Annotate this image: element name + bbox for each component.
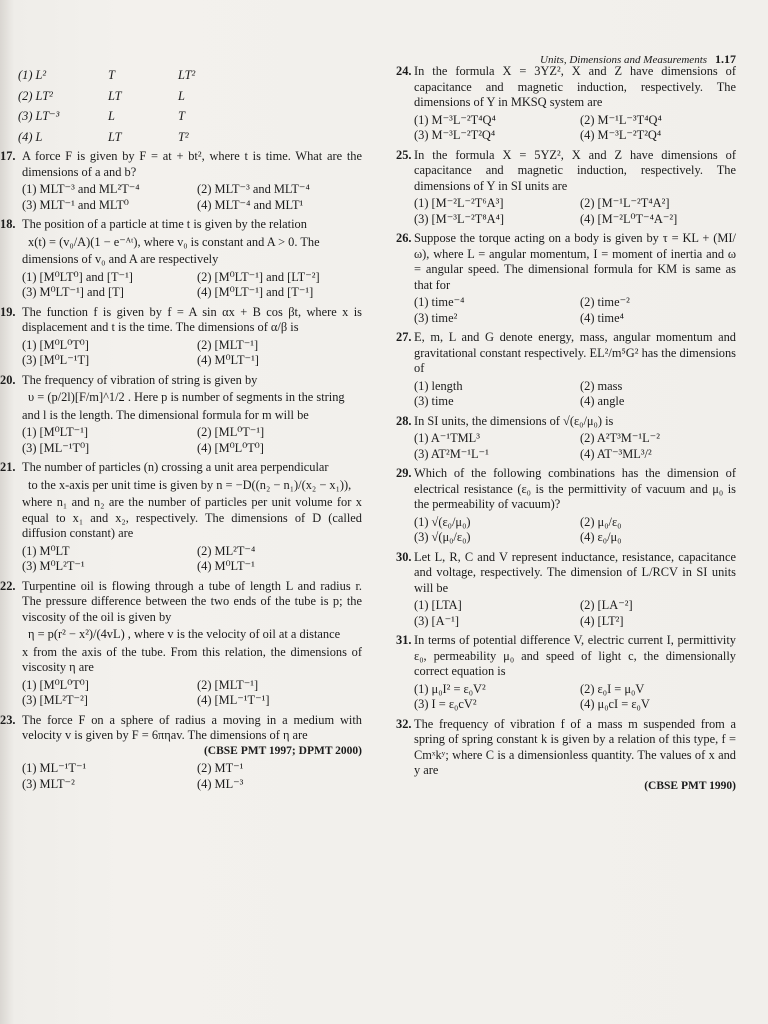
answer-option: (1) length <box>414 378 463 393</box>
question-number: 17. <box>0 149 16 163</box>
question-number: 19. <box>0 304 16 319</box>
answer-option: (1) MLT⁻³ and ML²T⁻⁴ <box>22 182 140 196</box>
question-stem: The function f is given by f = A sin αx + B cos βt, where x is displacement and t is the time. The dimensions of α/β is <box>22 304 362 334</box>
answer-option: (2) ε₀I = μ₀V <box>580 681 645 696</box>
answer-option: (2) mass <box>580 378 623 393</box>
answer-option: (1) [M⁰L⁰T⁰] <box>22 677 89 692</box>
options-grid <box>22 425 362 456</box>
answer-option: (4) M⁻³L⁻²T²Q⁴ <box>580 128 662 142</box>
answer-option: (3) M⁰L²T⁻¹ <box>22 559 85 573</box>
table-cell: (1) L² <box>18 68 47 82</box>
answer-option: (2) μ₀/ε₀ <box>580 514 622 529</box>
question-stem: The frequency of vibration f of a mass m suspended from a spring of spring constant k is given by a relation of this type, f = Cmˣkʸ; where C is a dimensionless quantity. The values of x and y are <box>414 716 736 777</box>
page-number: 1.17 <box>715 52 737 66</box>
question-stem: Let L, R, C and V represent inductance, resistance, capacitance and voltage, respectively. The dimension of L/RCV in SI units will be <box>414 549 736 595</box>
question-equation: to the x-axis per unit time is given by n = −D((n₂ − n₁)/(x₂ − x₁)), <box>28 477 352 492</box>
matching-table <box>18 68 362 145</box>
question-stem-continued: dimensions of v₀ and A are respectively <box>22 252 219 266</box>
answer-option: (1) M⁰LT <box>22 543 70 558</box>
answer-option: (2) MT⁻¹ <box>197 761 244 775</box>
options-grid <box>414 431 736 462</box>
table-cell: T <box>108 68 115 82</box>
table-cell: (3) LT⁻³ <box>18 109 60 123</box>
answer-option: (3) M⁻³L⁻²T²Q⁴ <box>414 128 496 142</box>
question-stem: Which of the following combinations has the dimension of electrical resistance (ε₀ is the permittivity of vacuum and μ₀ is the permeability of vacuum)? <box>414 466 736 511</box>
question-stem: In the formula X = 3YZ², X and Z have dimensions of capacitance and magnetic induction, respectively. The dimensions of Y in MKSQ system are <box>414 64 736 109</box>
question-item <box>396 466 736 546</box>
options-grid <box>22 544 362 575</box>
question-number: 22. <box>0 578 16 593</box>
answer-option: (4) angle <box>580 394 625 408</box>
answer-option: (2) [M⁰LT⁻¹] and [LT⁻²] <box>197 269 320 284</box>
question-item <box>396 148 736 228</box>
answer-option: (2) [MLT⁻¹] <box>197 337 259 352</box>
table-cell: L <box>108 109 115 123</box>
right-questions <box>396 64 736 794</box>
question-item <box>0 304 362 369</box>
answer-option: (2) M⁻¹L⁻³T⁴Q⁴ <box>580 112 662 127</box>
table-cell: T² <box>178 129 189 144</box>
question-stem-continued: where n₁ and n₂ are the number of particles per unit volume for x equal to x₁ and x₂, respectively. The dimensions of D (called diffusion constant) are <box>22 495 362 540</box>
answer-option: (4) M⁰LT⁻¹ <box>197 559 255 573</box>
question-number: 28. <box>396 413 412 428</box>
question-stem: Turpentine oil is flowing through a tube of length L and radius r. The pressure difference between the two ends of the tube is p; the viscosity of the oil is given by <box>22 578 362 624</box>
question-number: 21. <box>0 460 16 474</box>
question-number: 27. <box>396 330 412 344</box>
answer-option: (4) MLT⁻⁴ and MLT¹ <box>197 197 304 212</box>
answer-option: (3) [A⁻¹] <box>414 613 460 628</box>
answer-option: (4) [ML⁻¹T⁻¹] <box>197 693 270 707</box>
question-stem: In terms of potential difference V, electric current I, permittivity ε₀, permeability μ₀ and speed of light c, the dimensionally correct equation is <box>414 633 736 678</box>
answer-option: (4) [M⁰L⁰T⁰] <box>197 440 264 455</box>
answer-option: (4) ε₀/μ₀ <box>580 530 622 544</box>
question-item <box>396 717 736 795</box>
answer-option: (4) ML⁻³ <box>197 776 244 791</box>
answer-option: (3) √(μ₀/ε₀) <box>414 530 471 544</box>
question-stem-continued: and l is the length. The dimensional formula for m will be <box>22 407 309 422</box>
left-column <box>0 64 362 796</box>
left-questions <box>0 149 362 792</box>
answer-option: (2) [MLT⁻¹] <box>197 677 259 692</box>
answer-option: (3) time <box>414 394 454 408</box>
table-cell: (4) L <box>18 129 43 144</box>
answer-option: (1) M⁻³L⁻²T⁴Q⁴ <box>414 112 496 127</box>
answer-option: (3) M⁰LT⁻¹] and [T] <box>22 285 124 299</box>
exam-source: (CBSE PMT 1997; DPMT 2000) <box>203 744 362 757</box>
answer-option: (3) [ML²T⁻²] <box>22 693 88 707</box>
table-cell: T <box>178 109 185 123</box>
question-item <box>396 633 736 713</box>
right-column <box>396 64 736 798</box>
answer-option: (2) ML²T⁻⁴ <box>197 543 256 558</box>
question-stem: A force F is given by F = at + bt², where t is time. What are the dimensions of a and b? <box>22 149 362 179</box>
answer-option: (3) [M⁰L⁻¹T] <box>22 353 90 367</box>
question-equation: x(t) = (v₀/A)(1 − e⁻ᴬᵗ), where v₀ is constant and A > 0. The <box>28 234 320 249</box>
question-item <box>0 578 362 709</box>
question-item <box>396 330 736 410</box>
options-grid <box>414 515 736 546</box>
options-grid <box>414 113 736 144</box>
question-stem: The force F on a sphere of radius a moving in a medium with velocity v is given by F = 6πηav. The dimensions of η are <box>22 712 362 742</box>
answer-option: (4) AT⁻³ML³/² <box>580 446 652 461</box>
options-grid <box>22 678 362 709</box>
answer-option: (4) M⁰LT⁻¹] <box>197 353 259 367</box>
question-stem: The frequency of vibration of string is given by <box>22 372 258 387</box>
question-number: 20. <box>0 372 16 387</box>
question-number: 30. <box>396 549 412 564</box>
question-item <box>396 231 736 326</box>
question-number: 23. <box>0 712 16 727</box>
table-cell: (2) LT² <box>18 88 53 103</box>
answer-option: (1) time⁻⁴ <box>414 295 465 309</box>
answer-option: (3) [M⁻³L⁻²T⁸A⁴] <box>414 211 505 226</box>
question-stem: In SI units, the dimensions of √(ε₀/μ₀) is <box>414 413 614 428</box>
question-item <box>0 217 362 301</box>
answer-option: (1) [LTA] <box>414 598 462 612</box>
answer-option: (1) ML⁻¹T⁻¹ <box>22 761 87 775</box>
question-item <box>0 460 362 575</box>
options-grid <box>22 270 362 301</box>
answer-option: (3) AT²M⁻¹L⁻¹ <box>414 446 489 461</box>
answer-option: (2) [LA⁻²] <box>580 598 633 612</box>
options-grid <box>414 379 736 410</box>
answer-option: (2) [ML⁰T⁻¹] <box>197 425 265 439</box>
question-equation: υ = (p/2l)[F/m]^1/2 . Here p is number of segments in the string <box>28 390 345 404</box>
question-number: 29. <box>396 466 412 480</box>
question-item <box>0 712 362 793</box>
options-grid <box>414 196 736 227</box>
exam-source: (CBSE PMT 1990) <box>644 779 736 792</box>
question-number: 26. <box>396 231 412 245</box>
question-stem: The position of a particle at time t is given by the relation <box>22 217 307 231</box>
question-item <box>0 149 362 213</box>
answer-option: (4) [LT²] <box>580 613 624 628</box>
table-cell: LT <box>108 129 122 144</box>
answer-option: (3) MLT⁻² <box>22 776 75 791</box>
question-number: 31. <box>396 633 412 647</box>
question-number: 32. <box>396 716 412 731</box>
question-item <box>396 414 736 463</box>
options-grid <box>22 182 362 213</box>
question-stem: E, m, L and G denote energy, mass, angular momentum and gravitational constant respectively. EL²/m⁵G² has the dimensions of <box>414 330 736 375</box>
answer-option: (3) I = ε₀cV² <box>414 697 477 711</box>
answer-option: (4) [M⁰LT⁻¹] and [T⁻¹] <box>197 285 314 299</box>
options-grid <box>22 761 362 792</box>
chapter-title: Units, Dimensions and Measurements <box>540 54 708 66</box>
question-stem: In the formula X = 5YZ², X and Z have dimensions of capacitance and magnetic induction, respectively. The dimensions of Y in SI units are <box>414 147 736 193</box>
question-number: 24. <box>396 64 412 78</box>
question-number: 18. <box>0 217 16 231</box>
table-cell: LT <box>108 88 122 103</box>
options-grid <box>22 338 362 369</box>
answer-option: (2) A²T³M⁻¹L⁻² <box>580 431 660 445</box>
options-grid <box>414 598 736 629</box>
answer-option: (1) [M⁰LT⁻¹] <box>22 425 89 439</box>
answer-option: (3) [ML⁻¹T⁰] <box>22 440 90 455</box>
answer-option: (1) [M⁰L⁰T⁰] <box>22 337 89 352</box>
answer-option: (3) MLT⁻¹ and MLT⁰ <box>22 197 129 212</box>
table-cell: L <box>178 88 185 103</box>
question-stem: The number of particles (n) crossing a unit area perpendicular <box>22 460 329 474</box>
answer-option: (1) [M⁻²L⁻²T⁶A³] <box>414 196 504 210</box>
answer-option: (3) time² <box>414 310 458 325</box>
answer-option: (2) time⁻² <box>580 295 630 309</box>
answer-option: (1) A⁻¹TML³ <box>414 431 480 445</box>
options-grid <box>414 682 736 713</box>
answer-option: (4) time⁴ <box>580 310 624 325</box>
question-number: 25. <box>396 147 412 162</box>
question-item <box>0 372 362 457</box>
answer-option: (2) [M⁻¹L⁻²T⁴A²] <box>580 196 670 210</box>
question-item <box>396 64 736 144</box>
answer-option: (4) [M⁻²L⁰T⁻⁴A⁻²] <box>580 211 678 226</box>
table-cell: LT² <box>178 68 196 82</box>
answer-option: (4) μ₀cI = ε₀V <box>580 697 650 711</box>
answer-option: (1) √(ε₀/μ₀) <box>414 514 471 529</box>
answer-option: (1) [M⁰LT⁰] and [T⁻¹] <box>22 269 133 284</box>
answer-option: (2) MLT⁻³ and MLT⁻⁴ <box>197 182 310 196</box>
options-grid <box>414 295 736 326</box>
question-stem: Suppose the torque acting on a body is given by τ = KL + (MI/ω), where L = angular momentum, I = moment of inertia and ω = angular speed. The dimensional formula for KM is same as that for <box>414 231 736 292</box>
answer-option: (1) μ₀I² = ε₀V² <box>414 681 486 696</box>
question-stem-continued: x from the axis of the tube. From this relation, the dimensions of viscosity η are <box>22 644 362 674</box>
question-equation: η = p(r² − x²)/(4vL) , where v is the velocity of oil at a distance <box>28 627 341 641</box>
question-item <box>396 550 736 630</box>
